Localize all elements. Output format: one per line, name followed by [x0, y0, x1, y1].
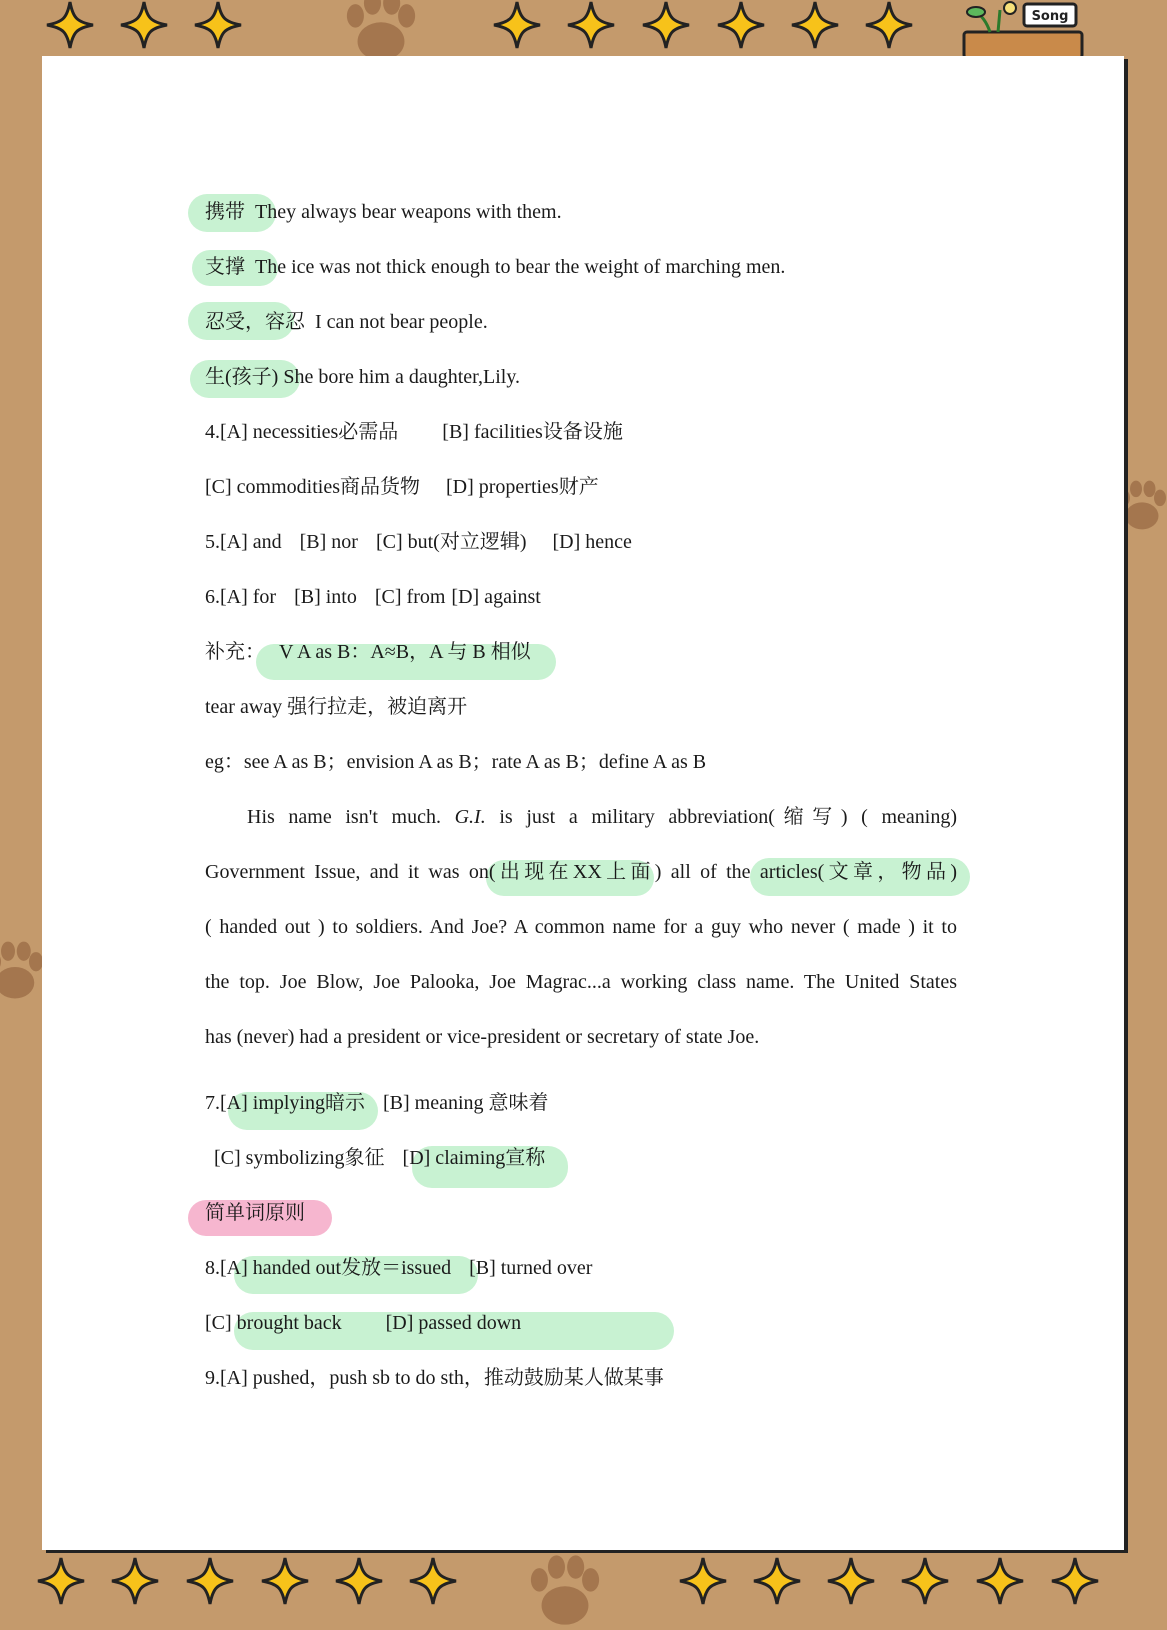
q9-option-a: 9.[A] pushed，push sb to do sth，推动鼓励某人做某事: [205, 1367, 664, 1389]
passage-text: Government Issue, and it was: [205, 861, 460, 883]
star-icon: [260, 1556, 310, 1606]
q6-option-d: [D] against: [451, 586, 541, 608]
q5-option-a: 5.[A] and: [205, 531, 282, 553]
q7-options-row2: [214, 1144, 545, 1172]
simple-word-principle: 简单词原则: [205, 1202, 305, 1224]
q6-option-c: [C] from: [374, 586, 446, 608]
passage-line-4: the top. Joe Blow, Joe Palooka, Joe Magrac...a working class name. The United States: [205, 971, 957, 993]
passage-line-3: ( handed out ) to soldiers. And Joe? A common name for a guy who never ( made ) it to: [205, 916, 957, 938]
q8-options-row1: [205, 1254, 592, 1282]
q7-option-c: [C] symbolizing象征: [214, 1147, 385, 1169]
bear-sense-carry: [205, 198, 562, 226]
bear-sense-support: [205, 253, 785, 281]
star-icon: [975, 1556, 1025, 1606]
star-icon: [492, 0, 542, 50]
q5-option-b: [B] nor: [299, 531, 358, 553]
star-icon: [45, 0, 95, 50]
star-icon: [36, 1556, 86, 1606]
star-icon: [900, 1556, 950, 1606]
bear-sense-give-birth: [205, 363, 520, 391]
star-icon: [678, 1556, 728, 1606]
supplement-label: 补充：: [205, 641, 265, 663]
passage-line-5: has (never) had a president or vice-president or secretary of state Joe.: [205, 1026, 760, 1048]
star-icon: [752, 1556, 802, 1606]
star-icon: [826, 1556, 876, 1606]
sense-example: I can not bear people.: [315, 311, 488, 333]
passage-text: is just a military abbreviation(缩写) ( meaning): [499, 806, 958, 828]
q5-options: [205, 528, 632, 556]
star-icon: [408, 1556, 458, 1606]
q4-options-row2: [205, 473, 599, 501]
q8-option-d: [D] passed down: [385, 1312, 522, 1334]
sense-label: 生(孩子): [205, 366, 279, 388]
passage-line-1: [247, 803, 957, 831]
star-icon: [1050, 1556, 1100, 1606]
q4-options-row1: [205, 418, 623, 446]
passage-line-2: [205, 858, 957, 886]
star-icon: [864, 0, 914, 50]
sense-example: The ice was not thick enough to bear the weight of marching men.: [255, 256, 786, 278]
q4-option-a: 4.[A] necessities必需品: [205, 421, 399, 443]
star-icon: [185, 1556, 235, 1606]
star-icon: [716, 0, 766, 50]
paw-icon: [520, 1550, 610, 1630]
sense-label: 忍受，容忍: [205, 311, 305, 333]
q6-options: [205, 583, 541, 611]
q8-option-a: 8.[A] handed out发放＝issued: [205, 1257, 452, 1279]
passage-text: all of the: [670, 861, 751, 883]
q4-option-d: [D] properties财产: [445, 476, 599, 498]
q4-option-b: [B] facilities设备设施: [442, 421, 623, 443]
star-icon: [119, 0, 169, 50]
highlight-articles: articles(文章，物品): [759, 861, 957, 883]
q5-option-d: [D] hence: [552, 531, 632, 553]
star-icon: [193, 0, 243, 50]
passage-text: His name isn't much.: [247, 806, 441, 828]
supplement-rule: V A as B：A≈B，A 与 B 相似: [279, 641, 531, 663]
highlight-on: on(出现在XX上面): [468, 861, 662, 883]
star-icon: [790, 0, 840, 50]
supplement-line: [205, 638, 531, 666]
q8-option-c: [C] brought back: [205, 1312, 342, 1334]
q7-option-a: 7.[A] implying暗示: [205, 1092, 365, 1114]
q7-option-d: [D] claiming宣称: [402, 1147, 546, 1169]
bear-sense-tolerate: [205, 308, 488, 336]
q6-option-b: [B] into: [294, 586, 357, 608]
q7-options-row1: [205, 1089, 549, 1117]
notes-page: [42, 56, 1124, 1550]
sense-label: 携带: [205, 201, 245, 223]
q7-option-b: [B] meaning 意味着: [383, 1092, 549, 1114]
sense-example: They always bear weapons with them.: [255, 201, 562, 223]
gi-abbrev: G.I.: [454, 806, 486, 828]
star-icon: [641, 0, 691, 50]
plant-sign-icon: [960, 0, 1088, 58]
q4-option-c: [C] commodities商品货物: [205, 476, 420, 498]
sign-text: Song: [1031, 9, 1069, 24]
star-icon: [334, 1556, 384, 1606]
q8-option-b: [B] turned over: [469, 1257, 593, 1279]
star-icon: [110, 1556, 160, 1606]
example-line: eg：see A as B；envision A as B；rate A as B；define A as B: [205, 751, 707, 773]
q8-options-row2: [205, 1309, 521, 1337]
sense-example: She bore him a daughter,Lily.: [283, 366, 521, 388]
sense-label: 支撑: [205, 256, 245, 278]
star-icon: [566, 0, 616, 50]
tear-away-line: tear away 强行拉走，被迫离开: [205, 696, 468, 718]
q6-option-a: 6.[A] for: [205, 586, 277, 608]
q5-option-c: [C] but(对立逻辑): [375, 531, 527, 553]
